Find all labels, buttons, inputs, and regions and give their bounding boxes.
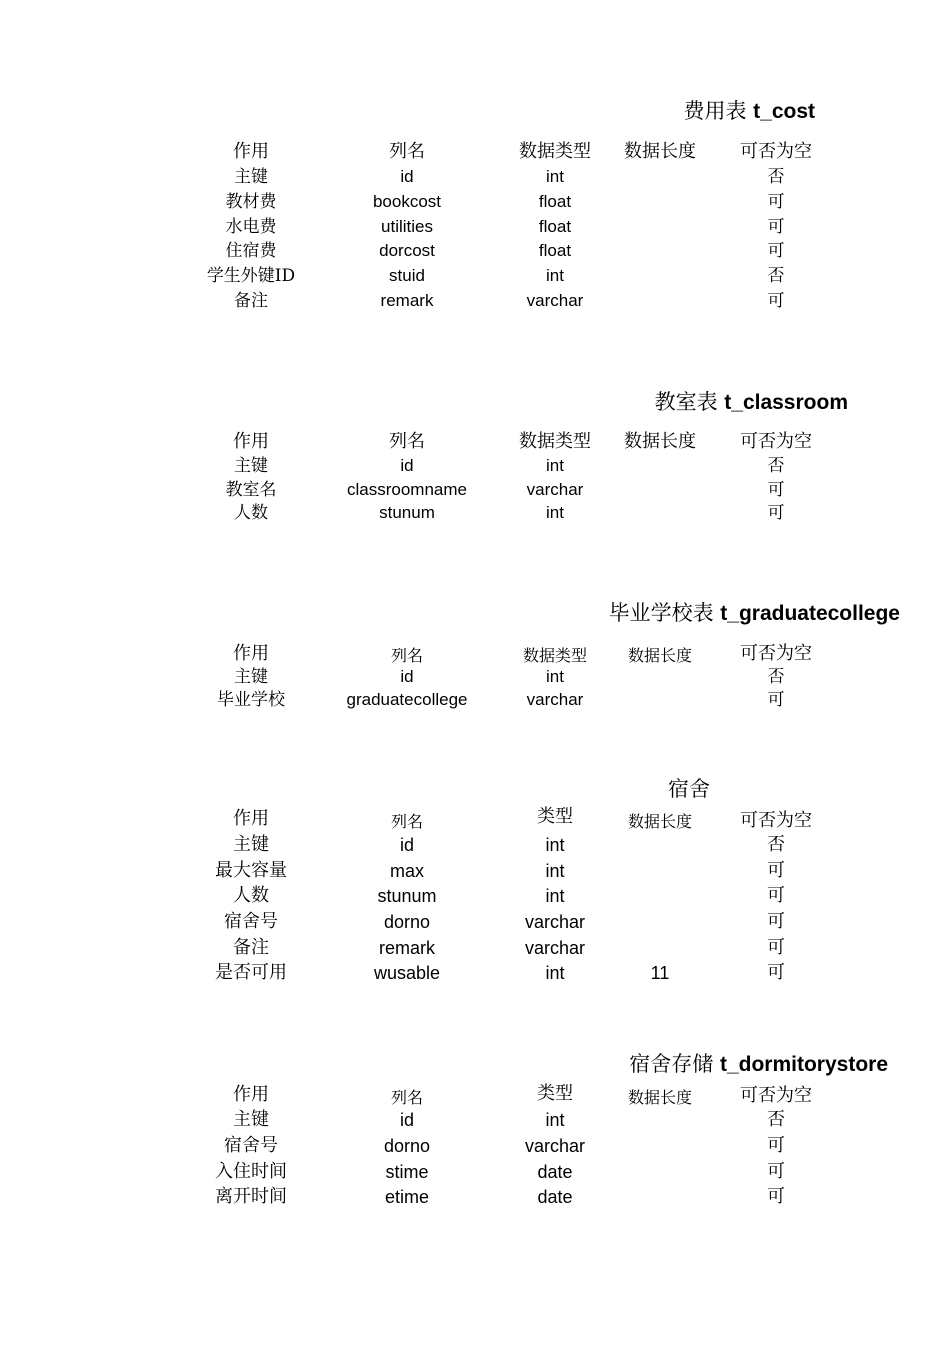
header-row xyxy=(0,430,950,454)
header-cell: 作用 xyxy=(233,808,269,829)
cell-column: dorno xyxy=(383,1136,431,1156)
table-row xyxy=(0,1107,950,1131)
header-row xyxy=(0,642,950,666)
cell-purpose: 宿舍号 xyxy=(224,1135,278,1156)
table-row xyxy=(0,858,950,882)
table-row xyxy=(0,478,950,502)
cell-purpose: 主键 xyxy=(234,456,268,476)
table-row xyxy=(0,501,950,525)
header-cell: 列名 xyxy=(390,646,423,665)
cell-column: dorcost xyxy=(379,241,435,260)
header-row xyxy=(0,1083,950,1107)
table-row xyxy=(0,289,950,313)
cell-nullable: 可 xyxy=(767,937,785,958)
section-title xyxy=(668,776,710,802)
cell-column: stunum xyxy=(379,503,435,522)
cell-column: etime xyxy=(384,1187,429,1207)
cell-nullable: 否 xyxy=(767,1109,785,1130)
header-cell: 可否为空 xyxy=(740,810,812,831)
cell-purpose: 主键 xyxy=(234,667,268,687)
cell-column: id xyxy=(399,1110,414,1130)
cell-type: varchar xyxy=(526,291,584,310)
cell-nullable: 否 xyxy=(767,266,785,286)
cell-column: classroomname xyxy=(347,480,467,499)
table-row xyxy=(0,935,950,959)
cell-type: varchar xyxy=(524,938,586,958)
cell-column: id xyxy=(399,835,414,855)
cell-column: id xyxy=(400,667,414,686)
cell-purpose: 人数 xyxy=(234,503,268,523)
table-row xyxy=(0,454,950,478)
header-cell: 列名 xyxy=(389,431,425,452)
cell-nullable: 否 xyxy=(767,667,785,687)
cell-purpose: 主键 xyxy=(234,167,268,187)
section-title xyxy=(629,1051,888,1078)
title-en: t_cost xyxy=(753,100,815,123)
cell-type: float xyxy=(538,241,572,260)
title-en: t_graduatecollege xyxy=(720,602,900,625)
cell-purpose: 备注 xyxy=(233,937,269,958)
table-row xyxy=(0,1184,950,1208)
cell-type: date xyxy=(537,1187,573,1207)
cell-nullable: 可 xyxy=(767,1135,785,1156)
table-row xyxy=(0,190,950,214)
header-cell: 作用 xyxy=(233,1084,269,1105)
title-en: t_dormitorystore xyxy=(719,1053,888,1076)
header-cell: 可否为空 xyxy=(740,431,812,452)
cell-type: int xyxy=(545,963,565,983)
cell-purpose: 教材费 xyxy=(225,192,277,212)
cell-column: stunum xyxy=(377,886,437,906)
cell-column: wusable xyxy=(373,963,441,983)
header-cell: 数据长度 xyxy=(627,812,692,831)
cell-column: dorno xyxy=(383,912,431,932)
header-cell: 列名 xyxy=(390,1088,423,1107)
header-row xyxy=(0,807,950,831)
cell-type: float xyxy=(538,192,572,211)
cell-type: varchar xyxy=(526,480,584,499)
header-cell: 数据长度 xyxy=(627,646,692,665)
section-title xyxy=(683,98,815,125)
table-row xyxy=(0,688,950,712)
cell-nullable: 可 xyxy=(767,1161,785,1182)
cell-purpose: 水电费 xyxy=(225,217,277,237)
cell-type: varchar xyxy=(524,912,586,932)
cell-nullable: 可 xyxy=(767,291,785,311)
cell-nullable: 可 xyxy=(767,885,785,906)
cell-type: int xyxy=(545,886,565,906)
header-cell: 数据类型 xyxy=(519,431,591,452)
title-cn: 宿舍 xyxy=(668,777,710,801)
cell-column: bookcost xyxy=(372,192,442,211)
header-cell: 可否为空 xyxy=(740,643,812,664)
cell-nullable: 可 xyxy=(767,217,785,237)
table-row xyxy=(0,883,950,907)
header-cell: 数据长度 xyxy=(624,431,696,452)
cell-column: id xyxy=(400,167,414,186)
header-cell: 数据类型 xyxy=(519,141,591,162)
section-title xyxy=(655,389,848,416)
header-row xyxy=(0,140,950,164)
cell-type: int xyxy=(545,1110,565,1130)
cell-column: remark xyxy=(378,938,435,958)
cell-column: max xyxy=(389,861,424,881)
table-row xyxy=(0,165,950,189)
header-cell: 作用 xyxy=(233,141,269,162)
header-cell: 类型 xyxy=(537,806,573,827)
cell-type: int xyxy=(546,667,564,686)
cell-column: stime xyxy=(385,1162,429,1182)
cell-nullable: 可 xyxy=(767,241,785,261)
title-cn: 费用表 xyxy=(683,99,747,123)
cell-purpose: 主键 xyxy=(233,834,269,855)
cell-purpose: 教室名 xyxy=(225,480,277,500)
cell-purpose: 毕业学校 xyxy=(217,690,285,710)
cell-nullable: 可 xyxy=(767,860,785,881)
cell-nullable: 可 xyxy=(767,690,785,710)
cell-type: varchar xyxy=(524,1136,586,1156)
cell-column: id xyxy=(400,456,414,475)
cell-column: utilities xyxy=(381,217,433,236)
cell-purpose: 离开时间 xyxy=(215,1186,287,1207)
cell-purpose: 入住时间 xyxy=(215,1161,287,1182)
cell-column: remark xyxy=(380,291,434,310)
cell-type: int xyxy=(546,266,564,285)
cell-purpose: 住宿费 xyxy=(225,241,277,261)
section-title xyxy=(609,600,900,627)
cell-type: int xyxy=(545,861,565,881)
table-row xyxy=(0,832,950,856)
cell-purpose: 备注 xyxy=(234,291,268,311)
cell-purpose: 人数 xyxy=(233,885,269,906)
cell-type: varchar xyxy=(526,690,584,709)
header-cell: 数据长度 xyxy=(624,141,696,162)
header-cell: 可否为空 xyxy=(740,141,812,162)
table-row xyxy=(0,239,950,263)
cell-purpose: 学生外键ID xyxy=(206,266,296,286)
cell-nullable: 否 xyxy=(767,167,785,187)
cell-nullable: 可 xyxy=(767,1186,785,1207)
cell-nullable: 否 xyxy=(767,456,785,476)
cell-type: int xyxy=(546,503,564,522)
title-cn: 教室表 xyxy=(654,390,718,414)
cell-nullable: 可 xyxy=(767,962,785,983)
cell-type: float xyxy=(538,217,572,236)
cell-nullable: 可 xyxy=(767,192,785,212)
table-row xyxy=(0,665,950,689)
cell-nullable: 可 xyxy=(767,911,785,932)
table-row xyxy=(0,1133,950,1157)
cell-column: stuid xyxy=(389,266,425,285)
cell-type: int xyxy=(546,456,564,475)
table-row xyxy=(0,215,950,239)
cell-nullable: 可 xyxy=(767,503,785,523)
cell-purpose: 宿舍号 xyxy=(224,911,278,932)
header-cell: 类型 xyxy=(537,1083,573,1104)
header-cell: 可否为空 xyxy=(740,1085,812,1106)
cell-type: int xyxy=(545,835,565,855)
table-row xyxy=(0,909,950,933)
title-cn: 毕业学校表 xyxy=(608,601,714,625)
cell-length: 11 xyxy=(650,963,670,983)
header-cell: 数据长度 xyxy=(627,1088,692,1107)
cell-type: int xyxy=(546,167,564,186)
cell-column: graduatecollege xyxy=(346,690,468,709)
table-row xyxy=(0,264,950,288)
header-cell: 作用 xyxy=(233,643,269,664)
header-cell: 列名 xyxy=(389,141,425,162)
title-cn: 宿舍存储 xyxy=(629,1052,714,1076)
header-cell: 数据类型 xyxy=(522,646,587,665)
header-cell: 作用 xyxy=(233,431,269,452)
cell-purpose: 最大容量 xyxy=(215,860,287,881)
cell-nullable: 可 xyxy=(767,480,785,500)
cell-purpose: 是否可用 xyxy=(215,962,287,983)
title-en: t_classroom xyxy=(724,391,848,414)
cell-purpose: 主键 xyxy=(233,1109,269,1130)
cell-nullable: 否 xyxy=(767,834,785,855)
cell-type: date xyxy=(537,1162,573,1182)
table-row xyxy=(0,1159,950,1183)
table-row xyxy=(0,960,950,984)
header-cell: 列名 xyxy=(390,812,423,831)
